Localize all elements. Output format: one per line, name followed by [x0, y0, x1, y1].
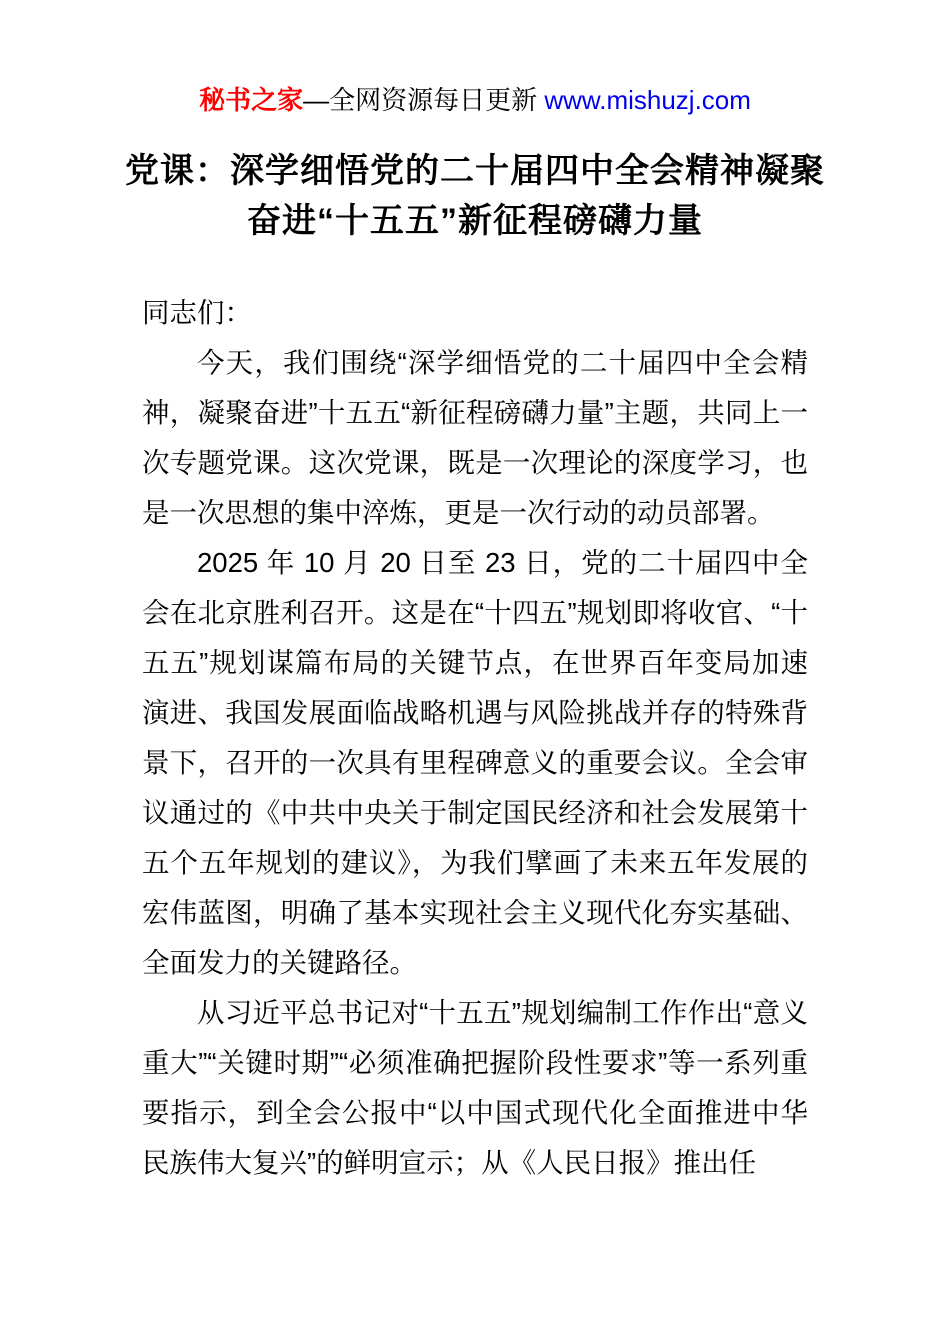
body-paragraph-1: 今天，我们围绕“深学细悟党的二十届四中全会精神，凝聚奋进”十五五“新征程磅礴力量”主题，共同上一次专题党课。这次党课，既是一次理论的深度学习，也是一次思想的集中淬炼，更是一次行动的动员部署。: [142, 347, 808, 528]
body-paragraph-2: 2025 年 10 月 20 日至 23 日，党的二十届四中全会在北京胜利召开。这是在“十四五”规划即将收官、“十五五”规划谋篇布局的关键节点，在世界百年变局加速演进、我国发展面临战略机遇与风险挑战并存的特殊背景下，召开的一次具有里程碑意义的重要会议。全会审议通过的《中共中央关于制定国民经济和社会发展第十五个五年规划的建议》，为我们擘画了未来五年发展的宏伟蓝图，明确了基本实现社会主义现代化夯实基础、全面发力的关键路径。: [142, 547, 808, 978]
site-url-link[interactable]: www.mishuzj.com: [544, 85, 751, 115]
site-header: [0, 0, 950, 116]
document-title-line-2: 奋进“十五五”新征程磅礴力量: [247, 202, 703, 240]
body-paragraph-3: 从习近平总书记对“十五五”规划编制工作作出“意义重大”“关键时期”“必须准确把握阶段性要求”等一系列重要指示，到全会公报中“以中国式现代化全面推进中华民族伟大复兴”的鲜明宣示；从《人民日报》推出任: [142, 997, 808, 1178]
document-body: [142, 288, 808, 1188]
document-title-line-1: 党课：深学细悟党的二十届四中全会精神凝聚: [125, 152, 825, 190]
document-title: [0, 146, 950, 246]
site-tagline: —全网资源每日更新: [303, 85, 545, 115]
salutation: 同志们：: [142, 297, 252, 328]
site-brand: 秘书之家: [199, 85, 304, 115]
